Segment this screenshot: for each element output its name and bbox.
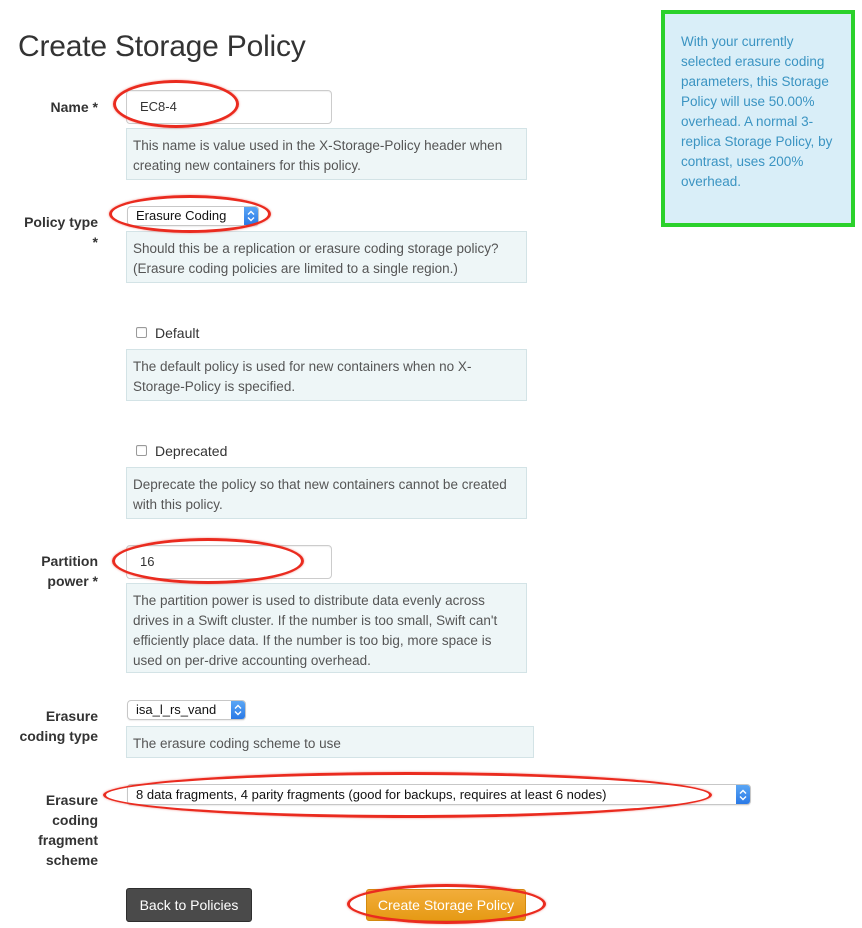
partition-power-label-line1: Partition	[41, 553, 98, 569]
policy-type-select[interactable]	[127, 206, 259, 226]
policy-type-label	[20, 212, 98, 252]
fragment-scheme-select[interactable]	[127, 784, 751, 805]
policy-type-label-line1: Policy type	[24, 214, 98, 230]
create-storage-policy-button[interactable]: Create Storage Policy	[366, 889, 526, 921]
ec-type-label-line1: Erasure	[45, 708, 98, 724]
policy-type-label-line2: *	[92, 234, 98, 250]
default-checkbox-label[interactable]: Default	[155, 325, 200, 341]
select-stepper-icon	[736, 785, 750, 804]
fragment-scheme-label-line2: coding	[52, 812, 98, 828]
fragment-scheme-label-line3: fragment	[38, 832, 98, 848]
deprecated-help: Deprecate the policy so that new containers cannot be created with this policy.	[126, 467, 527, 519]
ec-type-label-line2: coding type	[19, 728, 98, 744]
name-label: Name *	[50, 99, 98, 115]
default-checkbox[interactable]	[136, 327, 147, 338]
fragment-scheme-selected: 8 data fragments, 4 parity fragments (good for backups, requires at least 6 nodes)	[136, 787, 607, 802]
deprecated-checkbox-label[interactable]: Deprecated	[155, 443, 228, 459]
policy-type-selected: Erasure Coding	[136, 208, 227, 223]
overhead-info-panel	[661, 10, 855, 227]
ec-type-select[interactable]	[127, 700, 246, 720]
policy-type-help: Should this be a replication or erasure coding storage policy? (Erasure coding policies are limited to a single region.)	[126, 231, 527, 283]
partition-power-help: The partition power is used to distribute data evenly across drives in a Swift cluster. If the number is too small, Swift can't efficiently place data. If the number is too big, more space is used on per-drive accounting overhead.	[126, 583, 527, 673]
ec-type-selected: isa_l_rs_vand	[136, 702, 217, 717]
partition-power-label	[20, 551, 98, 591]
deprecated-checkbox[interactable]	[136, 445, 147, 456]
name-input[interactable]	[126, 90, 332, 124]
default-help: The default policy is used for new containers when no X-Storage-Policy is specified.	[126, 349, 527, 401]
fragment-scheme-label-line1: Erasure	[45, 792, 98, 808]
name-help: This name is value used in the X-Storage-Policy header when creating new containers for this policy.	[126, 128, 527, 180]
select-stepper-icon	[244, 207, 258, 225]
fragment-scheme-label-line4: scheme	[45, 852, 98, 868]
partition-power-input[interactable]	[126, 545, 332, 579]
select-stepper-icon	[231, 701, 245, 719]
ec-type-label	[10, 706, 98, 746]
ec-type-help: The erasure coding scheme to use	[126, 726, 534, 758]
page-title: Create Storage Policy	[18, 30, 306, 63]
overhead-info-text: With your currently selected erasure coding parameters, this Storage Policy will use 50.00% overhead. A normal 3-replica Storage Policy, by contrast, uses 200% overhead.	[681, 34, 833, 189]
fragment-scheme-label	[10, 790, 98, 870]
back-to-policies-button[interactable]: Back to Policies	[126, 888, 252, 922]
partition-power-value: 16	[140, 554, 155, 569]
partition-power-label-line2: power *	[47, 573, 98, 589]
name-input-value: EC8-4	[140, 99, 177, 114]
